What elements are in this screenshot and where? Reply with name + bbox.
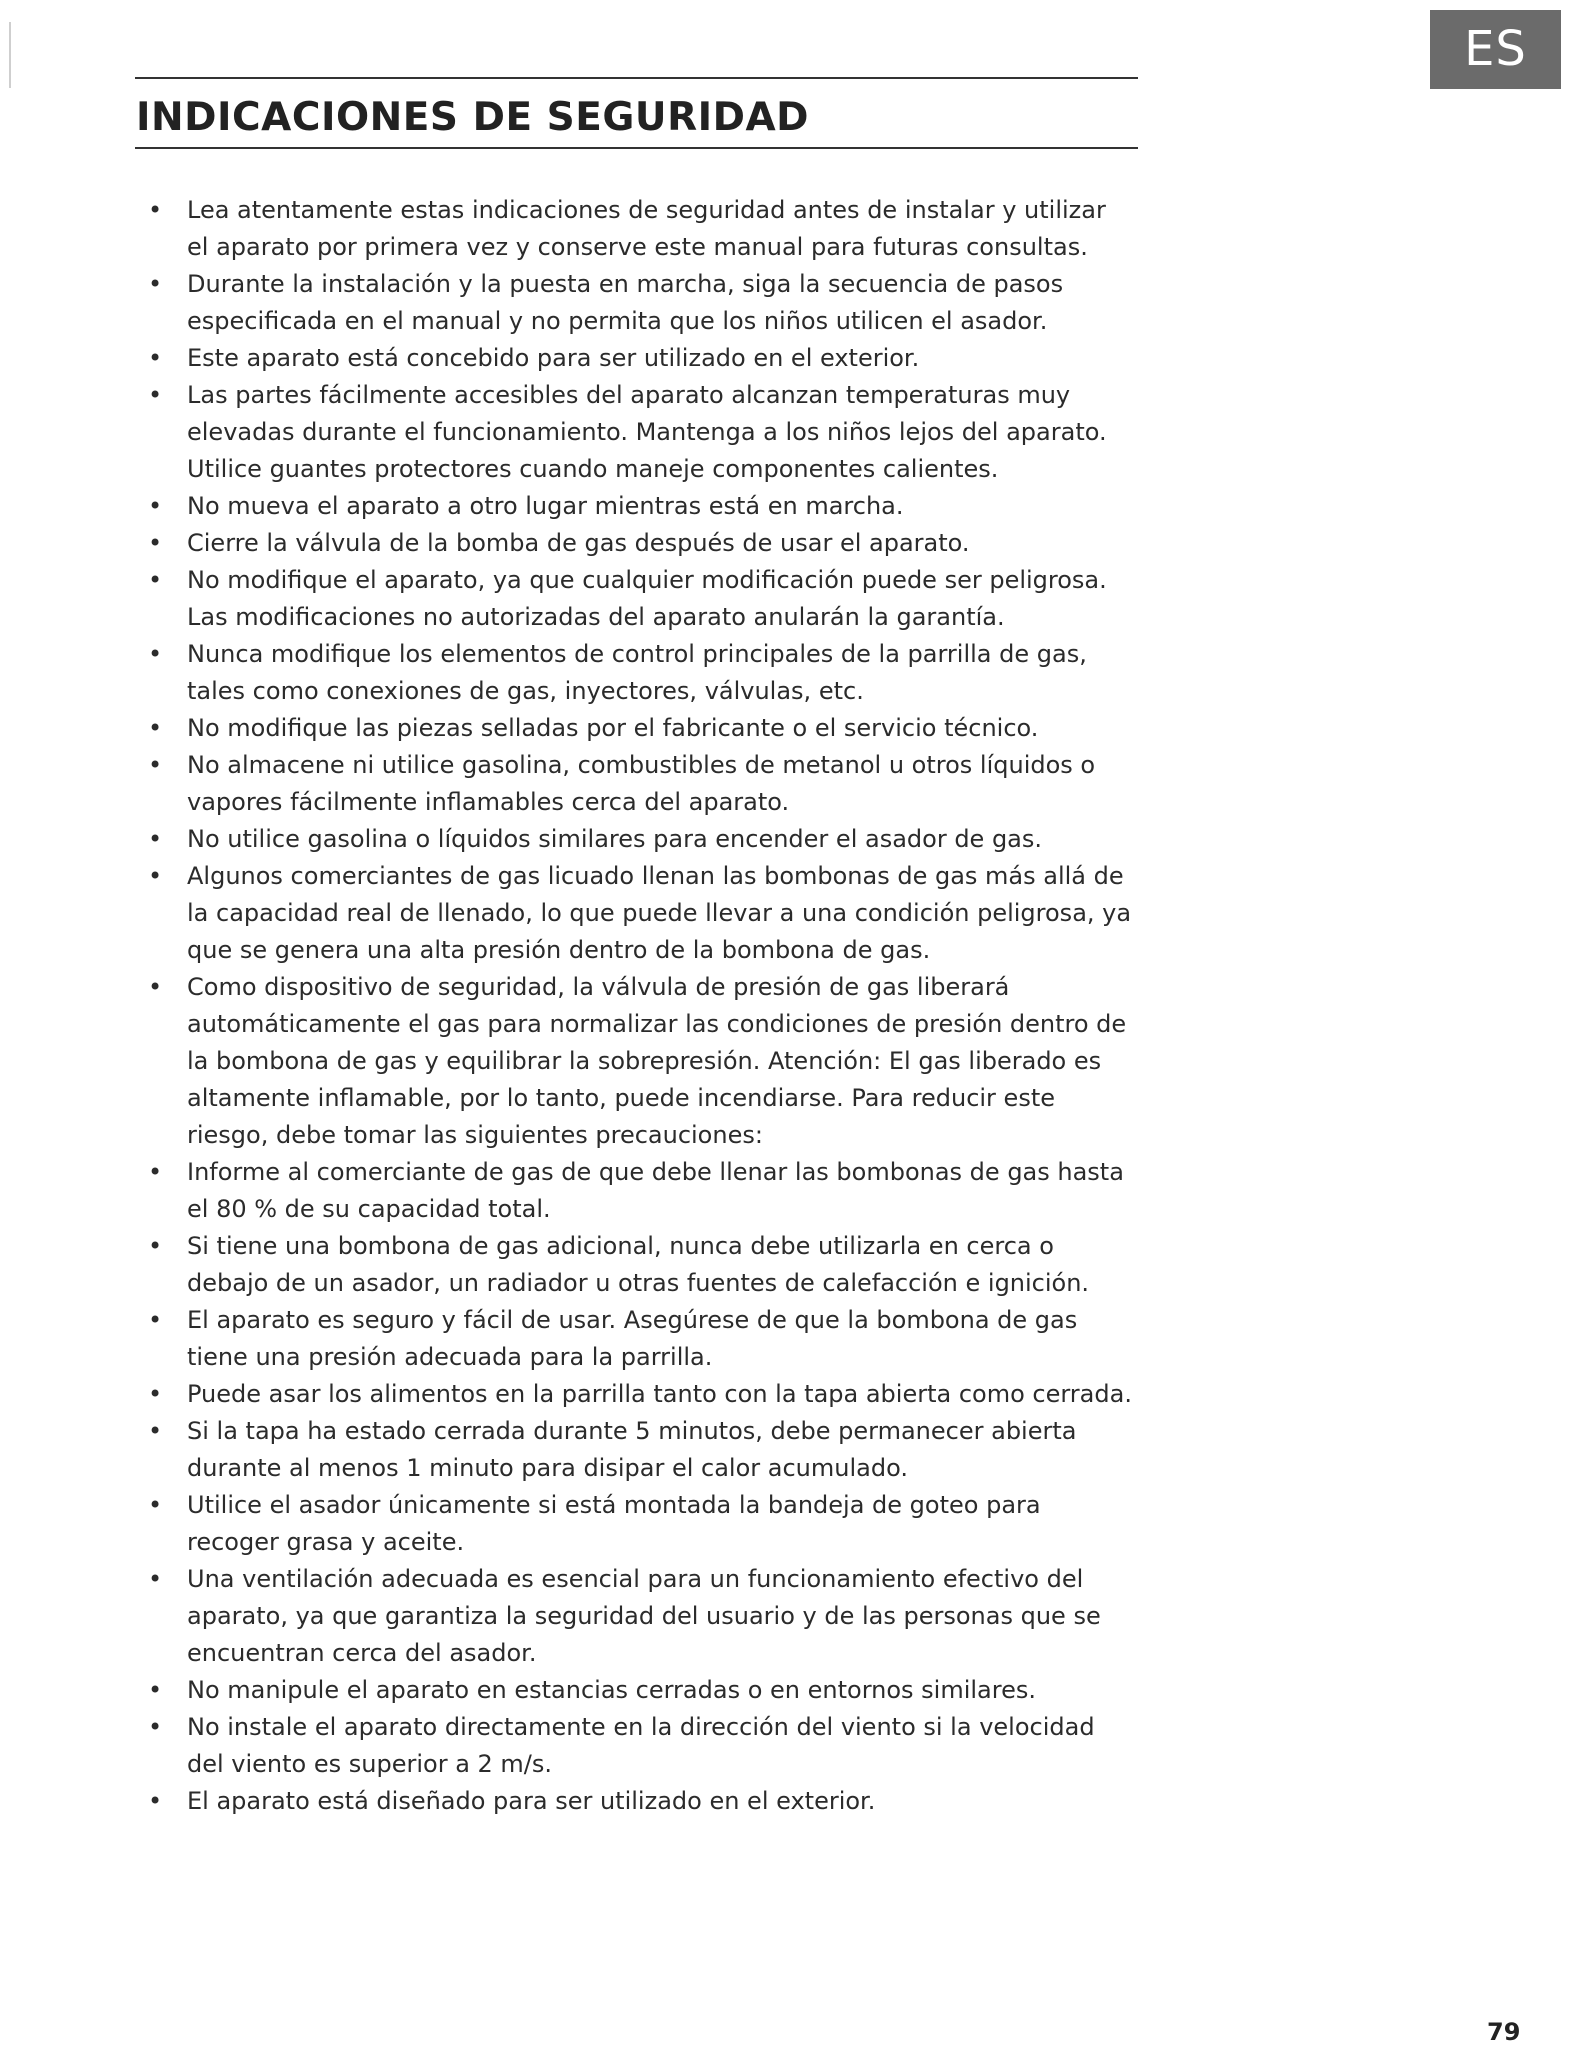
page-margin-line (9, 22, 11, 88)
list-item-text: Lea atentamente estas indicaciones de seguridad antes de instalar y utilizar el aparato por primera vez y conserve este manual para futuras consultas. (187, 196, 1106, 261)
bullet-icon: • (148, 492, 163, 520)
title-top-rule (135, 77, 1138, 79)
title-bottom-rule (135, 147, 1138, 149)
list-item (144, 488, 1134, 525)
list-item (144, 377, 1134, 488)
bullet-icon: • (148, 1676, 163, 1704)
list-item (144, 1561, 1134, 1672)
page-title: INDICACIONES DE SEGURIDAD (136, 95, 810, 140)
bullet-icon: • (148, 1232, 163, 1260)
list-item (144, 1376, 1134, 1413)
list-item (144, 1672, 1134, 1709)
list-item (144, 266, 1134, 340)
list-item-text: Algunos comerciantes de gas licuado llenan las bombonas de gas más allá de la capacidad real de llenado, lo que puede llevar a una condición peligrosa, ya que se genera una alta presión dentro de la bombona de gas. (187, 862, 1132, 964)
list-item (144, 1709, 1134, 1783)
list-item (144, 1783, 1134, 1820)
list-item (144, 562, 1134, 636)
list-item-text: No manipule el aparato en estancias cerradas o en entornos similares. (187, 1676, 1036, 1704)
list-item-text: Las partes fácilmente accesibles del aparato alcanzan temperaturas muy elevadas durante el funcionamiento. Mantenga a los niños lejos del aparato. Utilice guantes protectores cuando maneje componentes calientes. (187, 381, 1107, 483)
list-item-text: Utilice el asador únicamente si está montada la bandeja de goteo para recoger grasa y aceite. (187, 1491, 1041, 1556)
list-item-text: No modifique las piezas selladas por el fabricante o el servicio técnico. (187, 714, 1039, 742)
language-tab: ES (1430, 10, 1561, 89)
bullet-icon: • (148, 1417, 163, 1445)
list-item (144, 1413, 1134, 1487)
list-item-text: Durante la instalación y la puesta en marcha, siga la secuencia de pasos especificada en el manual y no permita que los niños utilicen el asador. (187, 270, 1064, 335)
bullet-icon: • (148, 1713, 163, 1741)
list-item-text: Cierre la válvula de la bomba de gas después de usar el aparato. (187, 529, 970, 557)
bullet-icon: • (148, 714, 163, 742)
bullet-icon: • (148, 973, 163, 1001)
bullet-icon: • (148, 751, 163, 779)
list-item-text: Una ventilación adecuada es esencial para un funcionamiento efectivo del aparato, ya que garantiza la seguridad del usuario y de las personas que se encuentran cerca del asador. (187, 1565, 1101, 1667)
bullet-icon: • (148, 381, 163, 409)
bullet-icon: • (148, 1491, 163, 1519)
list-item (144, 747, 1134, 821)
list-item (144, 858, 1134, 969)
list-item-text: Puede asar los alimentos en la parrilla tanto con la tapa abierta como cerrada. (187, 1380, 1132, 1408)
page-number: 79 (1487, 2018, 1521, 2046)
list-item (144, 1302, 1134, 1376)
list-item-text: Nunca modifique los elementos de control principales de la parrilla de gas, tales como conexiones de gas, inyectores, válvulas, etc. (187, 640, 1087, 705)
list-item (144, 1154, 1134, 1228)
bullet-icon: • (148, 825, 163, 853)
bullet-icon: • (148, 1306, 163, 1334)
bullet-icon: • (148, 529, 163, 557)
list-item-text: Si la tapa ha estado cerrada durante 5 minutos, debe permanecer abierta durante al menos 1 minuto para disipar el calor acumulado. (187, 1417, 1077, 1482)
safety-instructions-list (144, 192, 1134, 1820)
list-item (144, 1487, 1134, 1561)
list-item-text: Como dispositivo de seguridad, la válvula de presión de gas liberará automáticamente el gas para normalizar las condiciones de presión dentro de la bombona de gas y equilibrar la sobrepresión. Atención: El gas liberado es altamente inflamable, por lo tanto, puede incendiarse. Para reducir este riesgo, debe tomar las siguientes precauciones: (187, 973, 1127, 1149)
bullet-icon: • (148, 862, 163, 890)
bullet-icon: • (148, 1787, 163, 1815)
bullet-icon: • (148, 1565, 163, 1593)
list-item (144, 969, 1134, 1154)
list-item-text: No mueva el aparato a otro lugar mientras está en marcha. (187, 492, 904, 520)
list-item (144, 1228, 1134, 1302)
bullet-icon: • (148, 640, 163, 668)
list-item (144, 821, 1134, 858)
list-item-text: No modifique el aparato, ya que cualquier modificación puede ser peligrosa. Las modificaciones no autorizadas del aparato anularán la garantía. (187, 566, 1107, 631)
list-item-text: Informe al comerciante de gas de que debe llenar las bombonas de gas hasta el 80 % de su capacidad total. (187, 1158, 1124, 1223)
bullet-icon: • (148, 1158, 163, 1186)
list-item (144, 710, 1134, 747)
list-item-text: El aparato está diseñado para ser utilizado en el exterior. (187, 1787, 876, 1815)
list-item (144, 192, 1134, 266)
list-item-text: El aparato es seguro y fácil de usar. Asegúrese de que la bombona de gas tiene una presión adecuada para la parrilla. (187, 1306, 1078, 1371)
list-item-text: No instale el aparato directamente en la dirección del viento si la velocidad del viento es superior a 2 m/s. (187, 1713, 1095, 1778)
bullet-icon: • (148, 344, 163, 372)
list-item (144, 636, 1134, 710)
list-item (144, 340, 1134, 377)
bullet-icon: • (148, 1380, 163, 1408)
list-item-text: No utilice gasolina o líquidos similares para encender el asador de gas. (187, 825, 1043, 853)
list-item-text: Este aparato está concebido para ser utilizado en el exterior. (187, 344, 920, 372)
bullet-icon: • (148, 196, 163, 224)
bullet-icon: • (148, 270, 163, 298)
list-item-text: No almacene ni utilice gasolina, combustibles de metanol u otros líquidos o vapores fácilmente inflamables cerca del aparato. (187, 751, 1096, 816)
bullet-icon: • (148, 566, 163, 594)
list-item (144, 525, 1134, 562)
list-item-text: Si tiene una bombona de gas adicional, nunca debe utilizarla en cerca o debajo de un asador, un radiador u otras fuentes de calefacción e ignición. (187, 1232, 1090, 1297)
